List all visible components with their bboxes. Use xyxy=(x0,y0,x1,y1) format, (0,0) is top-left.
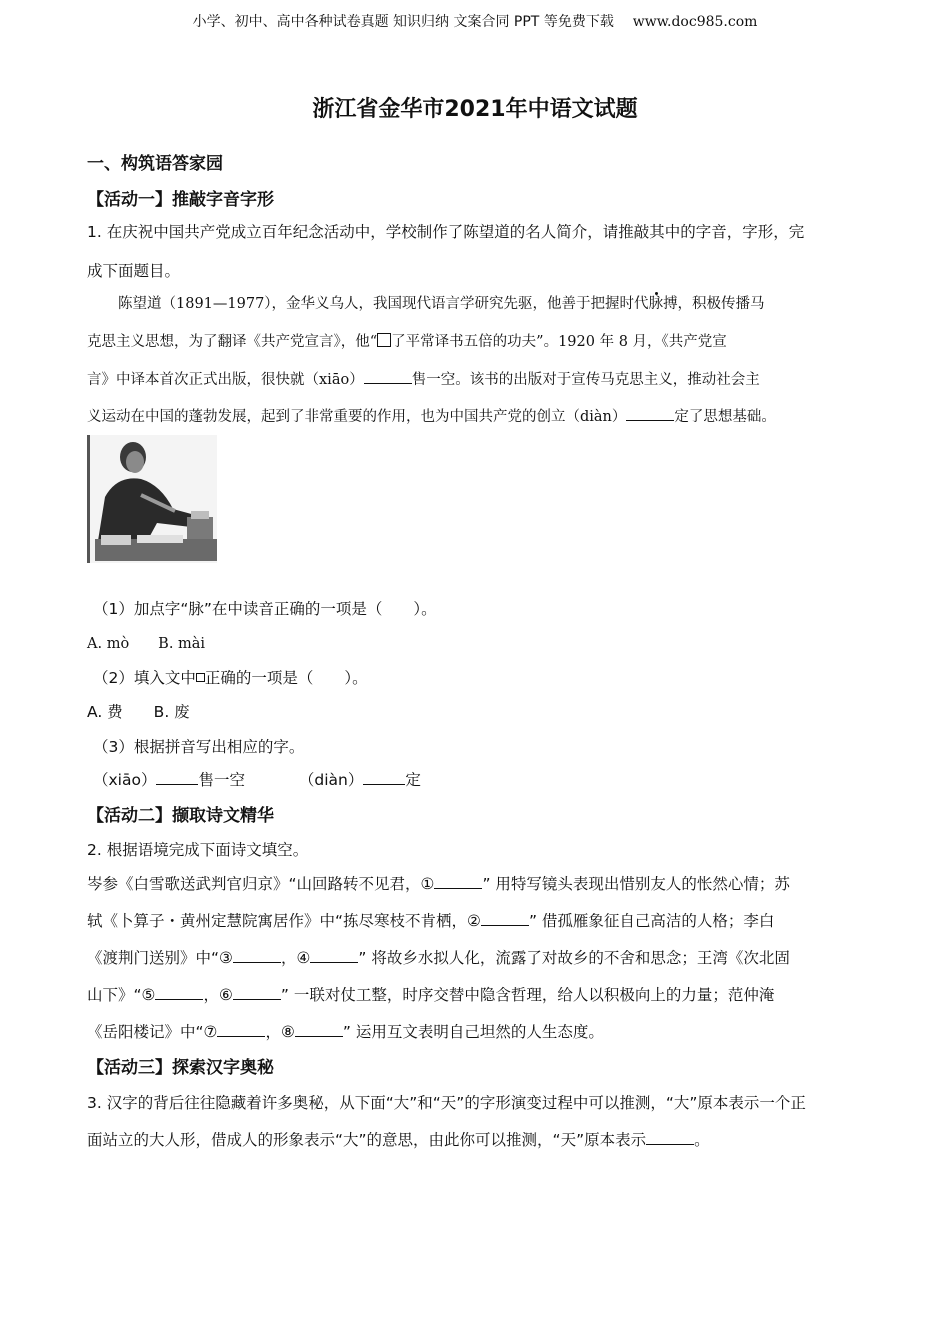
answer-blank[interactable] xyxy=(295,1022,343,1037)
word-suffix: 定 xyxy=(405,771,421,789)
poem-text: ” 一联对仗工整，时序交替中隐含哲理，给人以积极向上的力量；范仲淹 xyxy=(280,986,775,1004)
passage-line-1 xyxy=(118,292,765,313)
blank-box-icon xyxy=(196,673,205,682)
q3-line-2 xyxy=(87,1128,710,1150)
poem-text: 轼《卜算子・黄州定慧院寓居作》中“拣尽寒枝不肯栖， xyxy=(87,912,468,930)
passage-text: 言》中译本首次正式出版，很快就（xiāo） xyxy=(87,372,364,388)
passage-text: 定了思想基础。 xyxy=(674,409,776,425)
passage-line-2 xyxy=(87,330,727,351)
poem-text: ” 用特写镜头表现出惜别友人的怅然心情；苏 xyxy=(482,875,790,893)
poem-text: ” 运用互文表明自己坦然的人生态度。 xyxy=(342,1023,604,1041)
passage-text: 搏，积极传播马 xyxy=(663,296,765,312)
poem-text: 《岳阳楼记》中“ xyxy=(87,1023,204,1041)
separator: ， xyxy=(280,949,297,967)
answer-blank[interactable] xyxy=(363,770,405,785)
passage-text: 售一空。该书的出版对于宣传马克思主义，推动社会主 xyxy=(411,372,760,388)
poem-text: 岑参《白雪歌送武判官归京》“山回路转不见君， xyxy=(87,875,421,893)
poem-line-2 xyxy=(87,909,774,931)
answer-blank[interactable] xyxy=(233,948,281,963)
poem-text: ” 借孤雁象征自己高洁的人格；李白 xyxy=(528,912,775,930)
q3-text: 面站立的大人形，借成人的形象表示“大”的意思，由此你可以推测，“天”原本表示 xyxy=(87,1131,647,1149)
q3-text: 。 xyxy=(694,1131,710,1149)
poem-line-3 xyxy=(87,946,790,968)
answer-blank[interactable] xyxy=(481,911,529,926)
sub3-question: （3）根据拼音写出相应的字。 xyxy=(93,738,305,756)
q1-intro-line1: 1. 在庆祝中国共产党成立百年纪念活动中，学校制作了陈望道的名人简介，请推敲其中的字音，字形，完 xyxy=(87,223,805,241)
poem-text: 《渡荆门送别》中“ xyxy=(87,949,220,967)
page-header xyxy=(0,11,950,31)
pinyin-label: （diàn） xyxy=(298,771,364,789)
activity3-heading: 【活动三】探索汉字奥秘 xyxy=(87,1058,274,1078)
poem-text: ” 将故乡水拟人化，流露了对故乡的不舍和思念；王湾《次北固 xyxy=(358,949,790,967)
page-title: 浙江省金华市2021年中语文试题 xyxy=(312,97,638,122)
q3-line-1: 3. 汉字的背后往往隐藏着许多奥秘，从下面“大”和“天”的字形演变过程中可以推测，“大”原本表示一个正 xyxy=(87,1094,806,1112)
passage-text: 了平常译书五倍的功夫”。1920 年 8 月，《共产党宣 xyxy=(391,334,727,350)
sub3-answers xyxy=(93,768,421,790)
sub2-options[interactable]: A. 费 B. 废 xyxy=(87,703,190,721)
blank-marker: ④ xyxy=(296,949,311,967)
answer-blank[interactable] xyxy=(646,1130,694,1145)
answer-blank[interactable] xyxy=(156,770,198,785)
answer-blank[interactable] xyxy=(434,874,482,889)
separator: ， xyxy=(203,986,219,1004)
blank-marker: ⑤ xyxy=(141,986,156,1004)
activity1-heading: 【活动一】推敲字音字形 xyxy=(87,190,274,210)
answer-blank[interactable] xyxy=(217,1022,265,1037)
answer-blank[interactable] xyxy=(364,369,412,384)
poem-line-5 xyxy=(87,1020,604,1042)
passage-line-4 xyxy=(87,405,776,426)
sub2-question-text: （2）填入文中 xyxy=(93,669,196,687)
sub1-options[interactable]: A. mò B. mài xyxy=(87,636,206,652)
answer-blank[interactable] xyxy=(310,948,358,963)
poem-line-1 xyxy=(87,872,790,894)
blank-marker: ① xyxy=(420,875,435,893)
header-url[interactable]: www.doc985.com xyxy=(632,14,758,30)
q1-intro-line2: 成下面题目。 xyxy=(87,262,181,280)
blank-marker: ⑦ xyxy=(203,1023,218,1041)
portrait-photo xyxy=(87,435,217,563)
word-suffix: 售一空 xyxy=(198,771,245,789)
section-heading-1: 一、构筑语答家园 xyxy=(87,154,223,174)
passage-text: 义运动在中国的蓬勃发展，起到了非常重要的作用，也为中国共产党的创立（diàn） xyxy=(87,409,627,425)
blank-box-icon xyxy=(377,333,391,347)
pinyin-label: （xiāo） xyxy=(93,771,157,789)
blank-marker: ② xyxy=(467,912,481,930)
sub1-question: （1）加点字“脉”在中读音正确的一项是（ ）。 xyxy=(93,600,437,618)
sub2-question xyxy=(93,666,368,688)
separator: ， xyxy=(265,1023,281,1041)
header-text: 小学、初中、高中各种试卷真题 知识归纳 文案合同 PPT 等免费下载 xyxy=(192,14,614,30)
blank-marker: ⑥ xyxy=(218,986,233,1004)
activity2-heading: 【活动二】撷取诗文精华 xyxy=(87,806,274,826)
answer-blank[interactable] xyxy=(626,406,674,421)
sub2-question-text: 正确的一项是（ ）。 xyxy=(204,669,368,687)
blank-marker: ③ xyxy=(219,949,233,967)
q2-intro: 2. 根据语境完成下面诗文填空。 xyxy=(87,841,309,859)
passage-text: 克思主义思想，为了翻译《共产党宣言》，他“ xyxy=(87,334,378,350)
passage-text: 陈望道（1891—1977），金华义乌人，我国现代语言学研究先驱，他善于把握时代 xyxy=(118,296,649,312)
dotted-character: 脉 xyxy=(648,296,664,312)
answer-blank[interactable] xyxy=(233,985,281,1000)
poem-line-4 xyxy=(87,983,774,1005)
poem-text: 山下》“ xyxy=(87,986,142,1004)
answer-blank[interactable] xyxy=(155,985,203,1000)
passage-line-3 xyxy=(87,368,760,389)
blank-marker: ⑧ xyxy=(280,1023,295,1041)
